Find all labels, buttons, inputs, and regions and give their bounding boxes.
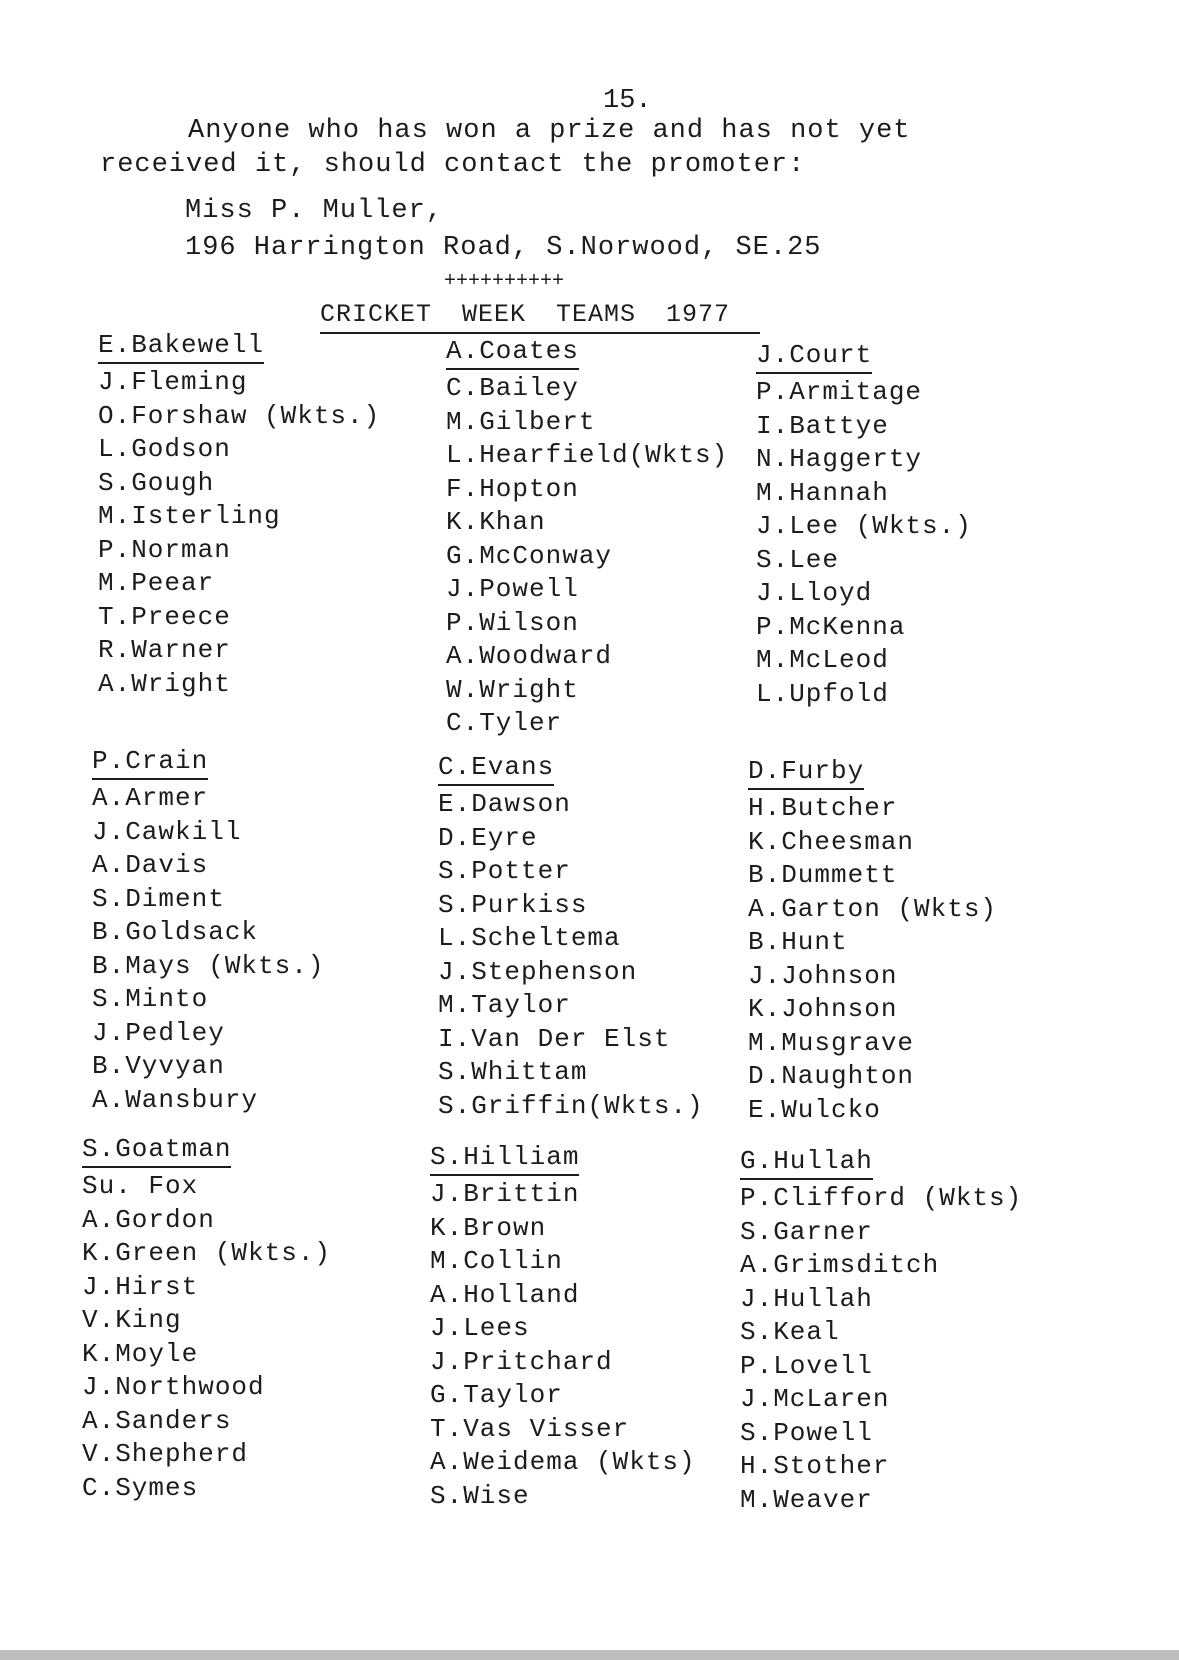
team-member: S.Powell [740,1417,873,1448]
team-member: J.Brittin [430,1179,580,1209]
team-goatman [82,1134,331,1505]
team-member: I.Van Der Elst [438,1023,671,1054]
team-member: P.Armitage [756,377,923,407]
team-captain: S.Goatman [82,1134,231,1168]
team-member: P.Norman [98,534,231,565]
team-member: A.Garton (Wkts) [748,893,998,924]
team-member: A.Weidema (Wkts) [430,1447,696,1477]
team-captain: D.Furby [748,756,864,790]
team-members [748,792,997,1127]
page-heading: CRICKET WEEK TEAMS 1977 [320,300,731,329]
notice-line-2: received it, should contact the promoter: [100,150,806,180]
team-member: M.Musgrave [748,1027,915,1058]
team-coates [446,336,728,741]
team-bakewell [98,330,380,701]
team-member: J.Powell [446,574,579,604]
team-member: S.Diment [92,883,225,914]
team-members [756,376,972,711]
team-members [98,366,380,701]
team-member: K.Moyle [82,1338,199,1369]
team-member: H.Butcher [748,793,898,823]
team-member: C.Symes [82,1472,199,1503]
team-members [82,1170,331,1505]
team-member: S.Lee [756,544,840,575]
team-member: K.Brown [430,1212,547,1243]
team-members [740,1182,1022,1517]
promoter-address: 196 Harrington Road, S.Norwood, SE.25 [185,233,822,263]
team-member: A.Wright [98,668,231,699]
team-members [438,788,704,1123]
team-member: K.Cheesman [748,826,915,857]
team-captain: C.Evans [438,752,554,786]
team-member: A.Wansbury [92,1084,259,1115]
team-member: J.Lees [430,1313,530,1343]
team-member: P.Clifford (Wkts) [740,1183,1023,1213]
team-court [756,340,972,711]
team-member: J.McLaren [740,1384,890,1414]
team-member: A.Davis [92,850,209,880]
team-member: S.Minto [92,984,209,1014]
notice-line-1: Anyone who has won a prize and has not yet [188,116,911,146]
team-member: B.Goldsack [92,917,259,947]
team-member: P.Lovell [740,1350,873,1381]
team-member: Su. Fox [82,1171,199,1201]
team-member: L.Hearfield(Wkts) [446,440,729,470]
team-member: J.Johnson [748,960,898,991]
team-member: J.Lee (Wkts.) [756,511,972,541]
team-member: E.Dawson [438,789,571,819]
team-member: W.Wright [446,674,579,705]
team-member: J.Pritchard [430,1346,613,1377]
team-member: L.Upfold [756,678,889,709]
team-member: F.Hopton [446,473,579,504]
team-hilliam [430,1142,696,1513]
team-member: M.Peear [98,568,215,598]
team-member: M.Collin [430,1246,563,1276]
team-member: S.Wise [430,1480,530,1511]
team-member: C.Tyler [446,708,563,738]
team-member: A.Sanders [82,1405,232,1436]
team-captain: S.Hilliam [430,1142,579,1176]
separator-line: ++++++++++ [444,270,565,293]
team-captain: A.Coates [446,336,579,370]
team-members [92,782,324,1117]
team-member: S.Garner [740,1216,873,1247]
team-member: N.Haggerty [756,444,923,474]
team-member: S.Griffin(Wkts.) [438,1090,704,1121]
team-member: A.Holland [430,1279,580,1310]
team-member: H.Stother [740,1451,890,1481]
team-evans [438,752,704,1123]
team-member: K.Green (Wkts.) [82,1238,332,1268]
team-member: J.Fleming [98,367,248,397]
team-member: S.Purkiss [438,889,588,920]
team-member: M.Weaver [740,1484,873,1515]
team-member: B.Vyvyan [92,1051,225,1081]
team-member: J.Stephenson [438,956,638,987]
team-member: J.Hullah [740,1283,873,1314]
team-member: A.Grimsditch [740,1250,940,1280]
team-member: I.Battye [756,410,889,441]
team-furby [748,756,997,1127]
team-member: L.Godson [98,434,231,464]
team-member: S.Keal [740,1317,840,1347]
team-hullah [740,1146,1022,1517]
team-member: A.Gordon [82,1204,215,1235]
team-member: J.Pedley [92,1017,225,1048]
team-member: M.Isterling [98,501,281,531]
team-member: M.McLeod [756,645,889,675]
team-member: M.Gilbert [446,406,596,437]
team-member: B.Dummett [748,860,898,890]
team-member: J.Lloyd [756,578,873,608]
team-captain: J.Court [756,340,872,374]
team-crain [92,746,324,1117]
team-member: J.Cawkill [92,816,242,847]
team-member: R.Warner [98,635,231,665]
team-member: O.Forshaw (Wkts.) [98,400,381,431]
team-member: V.Shepherd [82,1439,249,1469]
team-member: P.Wilson [446,607,579,638]
team-captain: G.Hullah [740,1146,873,1180]
promoter-name: Miss P. Muller, [185,196,444,226]
team-member: B.Hunt [748,927,848,957]
team-member: T.Preece [98,601,231,632]
team-member: A.Armer [92,783,209,813]
scan-edge [0,1650,1179,1660]
team-captain: P.Crain [92,746,208,780]
team-member: S.Potter [438,856,571,886]
team-member: K.Khan [446,507,546,537]
team-member: C.Bailey [446,373,579,403]
team-member: E.Wulcko [748,1094,881,1125]
team-member: J.Hirst [82,1271,199,1302]
team-member: L.Scheltema [438,923,621,953]
team-captain: E.Bakewell [98,330,264,364]
team-member: P.McKenna [756,611,906,642]
team-member: M.Hannah [756,477,889,508]
team-member: D.Naughton [748,1061,915,1091]
team-member: G.Taylor [430,1380,563,1410]
team-member: D.Eyre [438,822,538,853]
team-member: V.King [82,1305,182,1335]
team-member: S.Whittam [438,1057,588,1087]
team-member: K.Johnson [748,994,898,1024]
team-member: A.Woodward [446,641,613,671]
team-member: J.Northwood [82,1372,265,1402]
heading-underline [320,332,760,334]
team-member: M.Taylor [438,990,571,1020]
team-members [430,1178,696,1513]
team-member: G.McConway [446,540,613,571]
team-member: S.Gough [98,467,215,498]
team-members [446,372,728,741]
page-number: 15. [603,86,652,116]
team-member: B.Mays (Wkts.) [92,950,325,981]
team-member: T.Vas Visser [430,1413,630,1444]
